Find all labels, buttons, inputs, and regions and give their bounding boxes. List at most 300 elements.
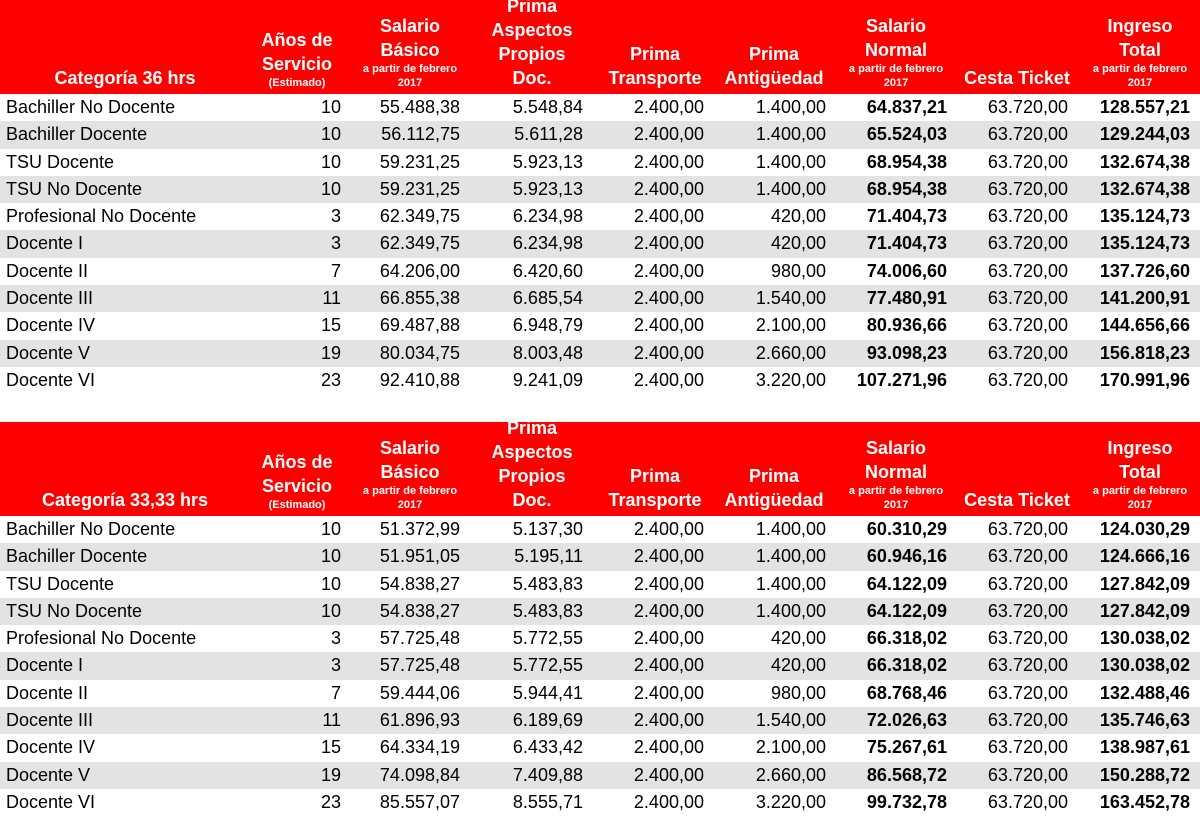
- years-cell: 10: [320, 600, 341, 621]
- prima-transporte-cell: 2.400,00: [633, 628, 704, 649]
- ingreso-total-cell: 127.842,09: [1099, 600, 1190, 621]
- header-salario-basico: [345, 0, 475, 94]
- ingreso-total-cell: 124.666,16: [1099, 546, 1190, 567]
- salario-normal-cell: 65.524,03: [866, 124, 947, 145]
- years-cell: 10: [320, 546, 341, 567]
- prima-antiguedad-cell: 1.400,00: [755, 178, 826, 199]
- header-prima-transporte: [600, 422, 710, 516]
- prima-transporte-cell: 2.400,00: [633, 315, 704, 336]
- years-cell: 3: [330, 655, 341, 676]
- ingreso-total-cell: 127.842,09: [1099, 573, 1190, 594]
- header-line: Normal: [864, 40, 927, 60]
- header-text: [716, 42, 832, 90]
- cesta-ticket-cell: 63.720,00: [987, 124, 1068, 145]
- prima-antiguedad-cell: 420,00: [770, 628, 826, 649]
- header-line: Ingreso: [1107, 16, 1173, 36]
- prima-antiguedad-cell: 980,00: [770, 682, 826, 703]
- cesta-ticket-cell: 63.720,00: [987, 764, 1068, 785]
- cesta-ticket-cell: 63.720,00: [987, 791, 1068, 812]
- header-category: [0, 0, 250, 94]
- salario-basico-cell: 69.487,88: [379, 315, 460, 336]
- ingreso-total-cell: 156.818,23: [1099, 342, 1190, 363]
- prima-transporte-cell: 2.400,00: [633, 710, 704, 731]
- header-salario-normal: [836, 422, 956, 516]
- header-prima-antiguedad: [716, 0, 832, 94]
- header-line: 2017: [1127, 499, 1153, 511]
- prima-antiguedad-cell: 1.400,00: [755, 600, 826, 621]
- header-salario-basico: [345, 422, 475, 516]
- header-line: Básico: [380, 462, 440, 482]
- header-line: Antigüedad: [724, 490, 824, 510]
- table-row: [0, 149, 1200, 176]
- prima-aspectos-cell: 5.923,13: [512, 178, 583, 199]
- header-text: [1080, 14, 1200, 90]
- salario-normal-cell: 93.098,23: [866, 342, 947, 363]
- salario-normal-cell: 107.271,96: [856, 369, 947, 390]
- table-row: [0, 680, 1200, 707]
- header-line: a partir de febrero: [362, 63, 458, 75]
- header-text: [836, 14, 956, 90]
- prima-transporte-cell: 2.400,00: [633, 546, 704, 567]
- ingreso-total-cell: 138.987,61: [1099, 737, 1190, 758]
- header-line: Cesta Ticket: [964, 490, 1070, 510]
- header-line: Años de: [261, 452, 333, 472]
- header-line: Transporte: [608, 490, 702, 510]
- years-cell: 10: [320, 519, 341, 539]
- prima-antiguedad-cell: 1.400,00: [755, 97, 826, 117]
- prima-aspectos-cell: 5.483,83: [512, 573, 583, 594]
- table-row: [0, 258, 1200, 285]
- cesta-ticket-cell: 63.720,00: [987, 206, 1068, 227]
- prima-aspectos-cell: 6.685,54: [512, 288, 583, 309]
- salario-basico-cell: 57.725,48: [379, 655, 460, 676]
- header-line: Doc.: [512, 68, 552, 88]
- years-cell: 15: [320, 315, 341, 336]
- prima-antiguedad-cell: 1.400,00: [755, 151, 826, 172]
- prima-aspectos-cell: 6.234,98: [512, 206, 583, 227]
- table-row: [0, 734, 1200, 761]
- years-cell: 19: [320, 342, 341, 363]
- salario-basico-cell: 80.034,75: [379, 342, 460, 363]
- salario-basico-cell: 59.444,06: [379, 682, 460, 703]
- prima-aspectos-cell: 5.611,28: [514, 124, 583, 145]
- salario-basico-cell: 92.410,88: [379, 369, 460, 390]
- prima-aspectos-cell: 5.483,83: [512, 600, 583, 621]
- row-name: Docente II: [6, 682, 89, 703]
- prima-antiguedad-cell: 420,00: [770, 206, 826, 227]
- years-cell: 7: [330, 260, 341, 281]
- salario-basico-cell: 85.557,07: [379, 791, 460, 812]
- cesta-ticket-cell: 63.720,00: [987, 151, 1068, 172]
- ingreso-total-cell: 141.200,91: [1099, 288, 1190, 309]
- header-line: Servicio: [261, 476, 333, 496]
- header-text: [252, 28, 342, 90]
- header-text: [0, 66, 250, 90]
- salario-basico-cell: 59.231,25: [379, 151, 460, 172]
- salario-basico-cell: 57.725,48: [379, 628, 460, 649]
- years-cell: 11: [322, 288, 341, 309]
- prima-aspectos-cell: 5.944,41: [512, 682, 583, 703]
- prima-aspectos-cell: 6.948,79: [512, 315, 583, 336]
- salario-basico-cell: 56.112,75: [381, 124, 460, 145]
- row-name: Docente I: [6, 655, 84, 676]
- years-cell: 10: [320, 97, 341, 117]
- prima-antiguedad-cell: 3.220,00: [755, 369, 826, 390]
- salario-normal-cell: 75.267,61: [866, 737, 947, 758]
- prima-transporte-cell: 2.400,00: [633, 600, 704, 621]
- ingreso-total-cell: 137.726,60: [1099, 260, 1190, 281]
- table-row: [0, 543, 1200, 570]
- salario-normal-cell: 60.310,29: [866, 519, 947, 539]
- header-text: [958, 488, 1076, 512]
- salario-normal-cell: 64.122,09: [866, 600, 947, 621]
- prima-antiguedad-cell: 980,00: [770, 260, 826, 281]
- row-name: Bachiller No Docente: [6, 519, 176, 539]
- header-line: Normal: [864, 462, 927, 482]
- salary-table-36-hrs: [0, 0, 1200, 394]
- row-name: Docente V: [6, 764, 91, 785]
- prima-aspectos-cell: 9.241,09: [512, 369, 583, 390]
- row-name: TSU No Docente: [6, 600, 143, 621]
- row-name: Docente V: [6, 342, 91, 363]
- prima-aspectos-cell: 5.195,11: [514, 546, 583, 567]
- ingreso-total-cell: 129.244,03: [1099, 124, 1190, 145]
- header-years: [252, 0, 342, 94]
- salario-basico-cell: 62.349,75: [379, 206, 460, 227]
- cesta-ticket-cell: 63.720,00: [987, 369, 1068, 390]
- row-name: Docente VI: [6, 369, 96, 390]
- years-cell: 3: [330, 628, 341, 649]
- cesta-ticket-cell: 63.720,00: [987, 260, 1068, 281]
- header-line: Años de: [261, 30, 333, 50]
- header-line: (Estimado): [268, 77, 326, 89]
- prima-transporte-cell: 2.400,00: [633, 682, 704, 703]
- header-salario-normal: [836, 0, 956, 94]
- prima-antiguedad-cell: 420,00: [770, 233, 826, 254]
- table-row: [0, 516, 1200, 543]
- cesta-ticket-cell: 63.720,00: [987, 682, 1068, 703]
- salario-basico-cell: 61.896,93: [379, 710, 460, 731]
- prima-aspectos-cell: 5.772,55: [512, 628, 583, 649]
- header-text: [1080, 436, 1200, 512]
- prima-antiguedad-cell: 1.400,00: [755, 546, 826, 567]
- table-row: [0, 121, 1200, 148]
- years-cell: 15: [320, 737, 341, 758]
- salario-normal-cell: 68.954,38: [866, 178, 947, 199]
- prima-transporte-cell: 2.400,00: [633, 342, 704, 363]
- ingreso-total-cell: 135.746,63: [1099, 710, 1190, 731]
- table-row: [0, 762, 1200, 789]
- header-line: Ingreso: [1107, 438, 1173, 458]
- header-prima-antiguedad: [716, 422, 832, 516]
- header-prima-aspectos: [478, 418, 586, 516]
- table-row: [0, 340, 1200, 367]
- prima-antiguedad-cell: 1.400,00: [755, 519, 826, 539]
- salario-basico-cell: 54.838,27: [379, 573, 460, 594]
- header-line: Prima: [506, 0, 558, 16]
- header-text: [345, 14, 475, 90]
- ingreso-total-cell: 130.038,02: [1099, 628, 1190, 649]
- table-row: [0, 285, 1200, 312]
- table-row: [0, 94, 1200, 121]
- cesta-ticket-cell: 63.720,00: [987, 288, 1068, 309]
- salario-normal-cell: 64.837,21: [866, 97, 947, 117]
- prima-aspectos-cell: 7.409,88: [512, 764, 583, 785]
- prima-transporte-cell: 2.400,00: [633, 764, 704, 785]
- cesta-ticket-cell: 63.720,00: [987, 233, 1068, 254]
- row-name: Docente IV: [6, 315, 96, 336]
- header-line: Prima: [748, 44, 800, 64]
- cesta-ticket-cell: 63.720,00: [987, 178, 1068, 199]
- prima-aspectos-cell: 8.555,71: [512, 791, 583, 812]
- salario-basico-cell: 54.838,27: [379, 600, 460, 621]
- ingreso-total-cell: 132.674,38: [1099, 151, 1190, 172]
- cesta-ticket-cell: 63.720,00: [987, 315, 1068, 336]
- header-line: a partir de febrero: [848, 63, 944, 75]
- header-line: Antigüedad: [724, 68, 824, 88]
- salario-normal-cell: 66.318,02: [866, 655, 947, 676]
- table-header: [0, 0, 1200, 94]
- table-header: [0, 418, 1200, 516]
- salario-normal-cell: 66.318,02: [866, 628, 947, 649]
- prima-antiguedad-cell: 2.660,00: [755, 342, 826, 363]
- header-line: 2017: [397, 77, 423, 89]
- cesta-ticket-cell: 63.720,00: [987, 655, 1068, 676]
- prima-transporte-cell: 2.400,00: [633, 655, 704, 676]
- header-text: [478, 416, 586, 512]
- prima-antiguedad-cell: 1.400,00: [755, 573, 826, 594]
- prima-antiguedad-cell: 2.100,00: [755, 737, 826, 758]
- row-name: Bachiller No Docente: [6, 97, 176, 117]
- header-line: Doc.: [512, 490, 552, 510]
- salario-normal-cell: 64.122,09: [866, 573, 947, 594]
- prima-aspectos-cell: 5.137,30: [512, 519, 583, 539]
- header-line: 2017: [397, 499, 423, 511]
- years-cell: 23: [320, 791, 341, 812]
- header-line: Salario: [379, 16, 441, 36]
- header-line: Cesta Ticket: [964, 68, 1070, 88]
- row-name: Docente II: [6, 260, 89, 281]
- row-name: Docente III: [6, 288, 94, 309]
- row-name: Bachiller Docente: [6, 124, 148, 145]
- ingreso-total-cell: 170.991,96: [1099, 369, 1190, 390]
- prima-antiguedad-cell: 1.540,00: [755, 710, 826, 731]
- header-ingreso-total: [1080, 422, 1200, 516]
- prima-transporte-cell: 2.400,00: [633, 233, 704, 254]
- ingreso-total-cell: 144.656,66: [1099, 315, 1190, 336]
- salario-normal-cell: 99.732,78: [866, 791, 947, 812]
- header-category: [0, 422, 250, 516]
- years-cell: 10: [320, 573, 341, 594]
- salario-normal-cell: 74.006,60: [866, 260, 947, 281]
- table-row: [0, 625, 1200, 652]
- row-name: Docente III: [6, 710, 94, 731]
- header-line: (Estimado): [268, 499, 326, 511]
- ingreso-total-cell: 135.124,73: [1099, 206, 1190, 227]
- salario-basico-cell: 66.855,38: [379, 288, 460, 309]
- salario-basico-cell: 55.488,38: [379, 97, 460, 117]
- prima-transporte-cell: 2.400,00: [633, 791, 704, 812]
- header-text: [345, 436, 475, 512]
- header-line: a partir de febrero: [362, 485, 458, 497]
- row-name: Docente IV: [6, 737, 96, 758]
- table-row: [0, 176, 1200, 203]
- header-line: Aspectos: [491, 20, 573, 40]
- row-name: Docente I: [6, 233, 84, 254]
- category-title: Categoría 36 hrs: [54, 68, 196, 88]
- header-line: a partir de febrero: [848, 485, 944, 497]
- header-line: Prima: [629, 44, 681, 64]
- salario-basico-cell: 74.098,84: [379, 764, 460, 785]
- header-line: Total: [1119, 40, 1161, 60]
- salary-table-33-hrs: [0, 418, 1200, 816]
- header-line: Prima: [629, 466, 681, 486]
- cesta-ticket-cell: 63.720,00: [987, 710, 1068, 731]
- cesta-ticket-cell: 63.720,00: [987, 97, 1068, 117]
- ingreso-total-cell: 132.674,38: [1099, 178, 1190, 199]
- header-line: a partir de febrero: [1092, 485, 1188, 497]
- salario-basico-cell: 62.349,75: [379, 233, 460, 254]
- prima-transporte-cell: 2.400,00: [633, 573, 704, 594]
- header-ingreso-total: [1080, 0, 1200, 94]
- prima-aspectos-cell: 5.772,55: [512, 655, 583, 676]
- header-years: [252, 422, 342, 516]
- cesta-ticket-cell: 63.720,00: [987, 628, 1068, 649]
- cesta-ticket-cell: 63.720,00: [987, 546, 1068, 567]
- ingreso-total-cell: 124.030,29: [1099, 519, 1190, 539]
- header-line: a partir de febrero: [1092, 63, 1188, 75]
- header-line: 2017: [883, 499, 909, 511]
- prima-aspectos-cell: 5.923,13: [512, 151, 583, 172]
- header-line: 2017: [1127, 77, 1153, 89]
- ingreso-total-cell: 135.124,73: [1099, 233, 1190, 254]
- header-line: Salario: [865, 16, 927, 36]
- header-line: Total: [1119, 462, 1161, 482]
- header-prima-aspectos: [478, 0, 586, 94]
- row-name: Bachiller Docente: [6, 546, 148, 567]
- salario-normal-cell: 72.026,63: [866, 710, 947, 731]
- row-name: Profesional No Docente: [6, 628, 197, 649]
- ingreso-total-cell: 132.488,46: [1099, 682, 1190, 703]
- table-row: [0, 367, 1200, 394]
- table-row: [0, 598, 1200, 625]
- header-line: 2017: [883, 77, 909, 89]
- prima-antiguedad-cell: 1.540,00: [755, 288, 826, 309]
- prima-antiguedad-cell: 2.100,00: [755, 315, 826, 336]
- header-line: Básico: [380, 40, 440, 60]
- salario-normal-cell: 68.768,46: [866, 682, 947, 703]
- prima-aspectos-cell: 6.189,69: [512, 710, 583, 731]
- years-cell: 10: [320, 124, 341, 145]
- header-text: [0, 488, 250, 512]
- years-cell: 7: [330, 682, 341, 703]
- row-name: TSU No Docente: [6, 178, 143, 199]
- ingreso-total-cell: 150.288,72: [1099, 764, 1190, 785]
- header-line: Propios: [498, 44, 566, 64]
- prima-aspectos-cell: 6.234,98: [512, 233, 583, 254]
- ingreso-total-cell: 128.557,21: [1099, 97, 1190, 117]
- header-text: [600, 464, 710, 512]
- header-line: Salario: [379, 438, 441, 458]
- prima-transporte-cell: 2.400,00: [633, 178, 704, 199]
- salario-basico-cell: 51.372,99: [379, 519, 460, 539]
- header-text: [600, 42, 710, 90]
- header-text: [836, 436, 956, 512]
- header-line: Salario: [865, 438, 927, 458]
- prima-aspectos-cell: 6.433,42: [512, 737, 583, 758]
- prima-transporte-cell: 2.400,00: [633, 260, 704, 281]
- header-text: [716, 464, 832, 512]
- prima-transporte-cell: 2.400,00: [633, 124, 704, 145]
- table-row: [0, 707, 1200, 734]
- header-text: [958, 66, 1076, 90]
- salario-normal-cell: 71.404,73: [866, 233, 947, 254]
- salario-basico-cell: 59.231,25: [379, 178, 460, 199]
- header-cesta-ticket: [958, 422, 1076, 516]
- salario-normal-cell: 68.954,38: [866, 151, 947, 172]
- table-row: [0, 230, 1200, 257]
- years-cell: 11: [322, 710, 341, 731]
- table-row: [0, 571, 1200, 598]
- header-line: Propios: [498, 466, 566, 486]
- row-name: Docente VI: [6, 791, 96, 812]
- prima-antiguedad-cell: 1.400,00: [755, 124, 826, 145]
- prima-aspectos-cell: 8.003,48: [512, 342, 583, 363]
- prima-aspectos-cell: 6.420,60: [512, 260, 583, 281]
- table-row: [0, 203, 1200, 230]
- prima-transporte-cell: 2.400,00: [633, 97, 704, 117]
- header-prima-transporte: [600, 0, 710, 94]
- prima-aspectos-cell: 5.548,84: [512, 97, 583, 117]
- salario-basico-cell: 64.334,19: [379, 737, 460, 758]
- years-cell: 3: [330, 233, 341, 254]
- years-cell: 23: [320, 369, 341, 390]
- row-name: TSU Docente: [6, 573, 115, 594]
- table-row: [0, 789, 1200, 816]
- table-row: [0, 312, 1200, 339]
- header-line: Aspectos: [491, 442, 573, 462]
- salario-normal-cell: 77.480,91: [866, 288, 947, 309]
- cesta-ticket-cell: 63.720,00: [987, 519, 1068, 539]
- salario-basico-cell: 64.206,00: [379, 260, 460, 281]
- prima-transporte-cell: 2.400,00: [633, 369, 704, 390]
- header-cesta-ticket: [958, 0, 1076, 94]
- prima-transporte-cell: 2.400,00: [633, 288, 704, 309]
- cesta-ticket-cell: 63.720,00: [987, 573, 1068, 594]
- salario-normal-cell: 86.568,72: [866, 764, 947, 785]
- row-name: TSU Docente: [6, 151, 115, 172]
- cesta-ticket-cell: 63.720,00: [987, 342, 1068, 363]
- header-line: Servicio: [261, 54, 333, 74]
- category-title: Categoría 33,33 hrs: [41, 490, 209, 510]
- years-cell: 10: [320, 178, 341, 199]
- prima-transporte-cell: 2.400,00: [633, 519, 704, 539]
- header-line: Prima: [748, 466, 800, 486]
- years-cell: 3: [330, 206, 341, 227]
- salario-basico-cell: 51.951,05: [379, 546, 460, 567]
- prima-transporte-cell: 2.400,00: [633, 206, 704, 227]
- prima-transporte-cell: 2.400,00: [633, 737, 704, 758]
- ingreso-total-cell: 130.038,02: [1099, 655, 1190, 676]
- cesta-ticket-cell: 63.720,00: [987, 600, 1068, 621]
- table-row: [0, 652, 1200, 679]
- prima-transporte-cell: 2.400,00: [633, 151, 704, 172]
- salario-normal-cell: 60.946,16: [866, 546, 947, 567]
- cesta-ticket-cell: 63.720,00: [987, 737, 1068, 758]
- header-line: Transporte: [608, 68, 702, 88]
- salario-normal-cell: 80.936,66: [866, 315, 947, 336]
- ingreso-total-cell: 163.452,78: [1099, 791, 1190, 812]
